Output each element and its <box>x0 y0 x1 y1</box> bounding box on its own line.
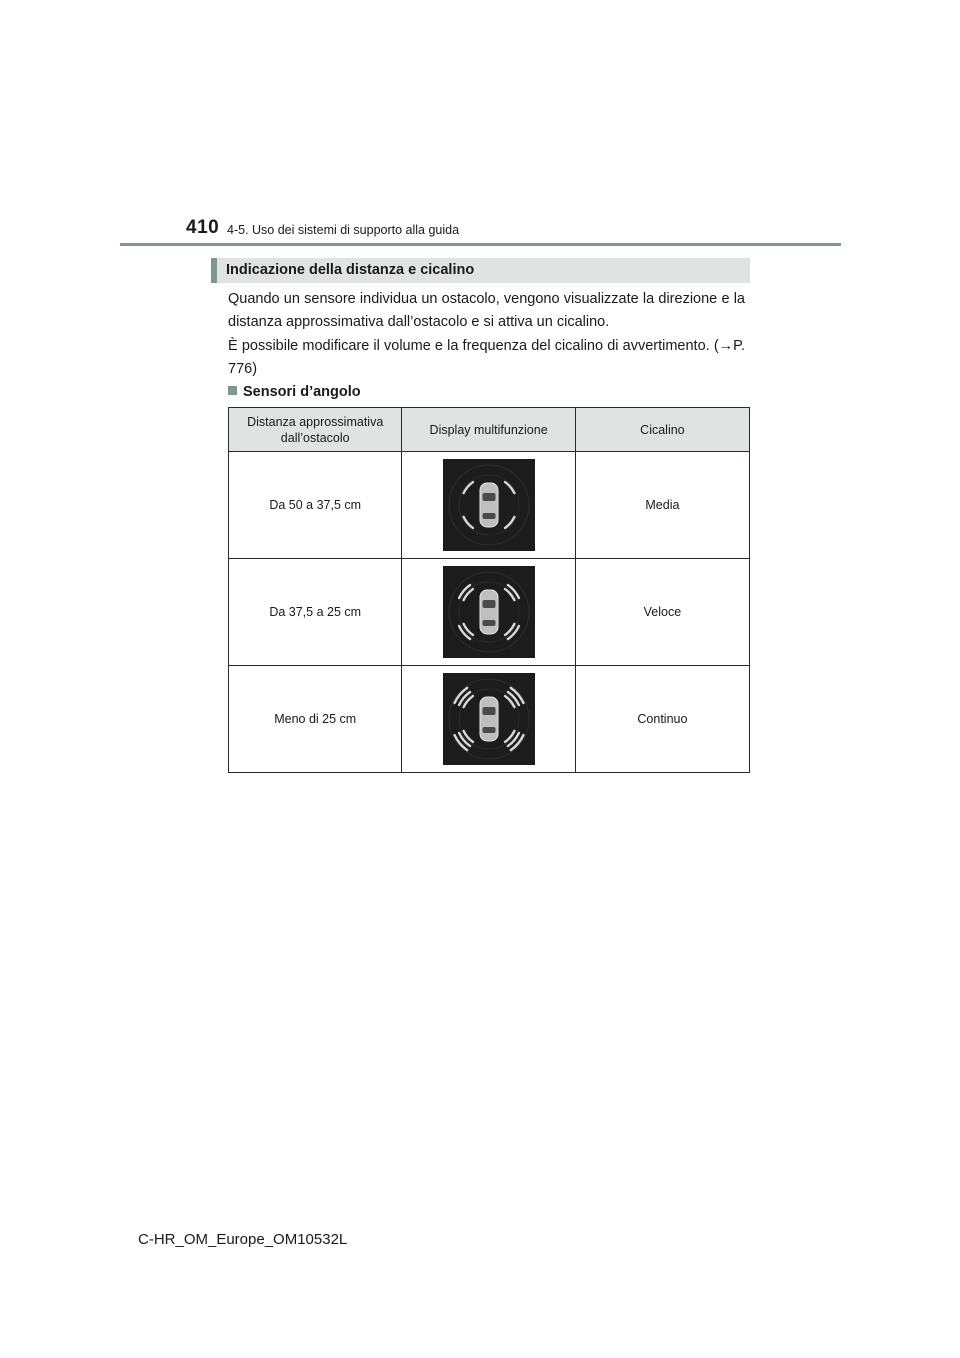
parking-sensor-display-icon <box>443 673 535 765</box>
car-body <box>480 590 498 634</box>
header-display: Display multifunzione <box>402 408 575 452</box>
car-windshield <box>482 600 495 608</box>
car-rear-window <box>482 620 495 626</box>
cell-distance: Da 50 a 37,5 cm <box>229 452 402 559</box>
paragraph-detection: Quando un sensore individua un ostacolo, vengono visualizzate la direzione e la distanza approssimativa dall’ostacolo e si attiva un cicalino. <box>228 291 745 330</box>
parking-sensor-display-icon <box>443 566 535 658</box>
car-rear-window <box>482 727 495 733</box>
car-windshield <box>482 493 495 501</box>
cell-display <box>402 452 575 559</box>
header-distance: Distanza approssimativa dall’ostacolo <box>229 408 402 452</box>
document-code: C-HR_OM_Europe_OM10532L <box>138 1231 348 1248</box>
header-rule <box>120 243 841 246</box>
table-row <box>229 452 750 559</box>
subheading-label: Sensori d’angolo <box>243 384 361 400</box>
cell-buzzer: Media <box>575 452 749 559</box>
cell-distance: Da 37,5 a 25 cm <box>229 559 402 666</box>
car-rear-window <box>482 513 495 519</box>
header-buzzer: Cicalino <box>575 408 749 452</box>
distance-buzzer-table <box>228 407 750 773</box>
car-body <box>480 483 498 527</box>
section-title: Indicazione della distanza e cicalino <box>211 258 750 283</box>
car-windshield <box>482 707 495 715</box>
section-path: 4-5. Uso dei sistemi di supporto alla guida <box>227 223 460 237</box>
paragraph-volume: È possibile modificare il volume e la frequenza del cicalino di avvertimento. (→P. 776) <box>228 338 745 377</box>
cell-buzzer: Continuo <box>575 666 749 773</box>
parking-sensor-display-icon <box>443 459 535 551</box>
cell-distance: Meno di 25 cm <box>229 666 402 773</box>
table-row <box>229 666 750 773</box>
cell-display <box>402 666 575 773</box>
table-header-row <box>229 408 750 452</box>
square-bullet-icon <box>228 386 237 395</box>
subheading-corner-sensors <box>228 381 361 403</box>
cell-buzzer: Veloce <box>575 559 749 666</box>
page-number: 410 <box>186 217 220 238</box>
car-body <box>480 697 498 741</box>
table-row <box>229 559 750 666</box>
cell-display <box>402 559 575 666</box>
